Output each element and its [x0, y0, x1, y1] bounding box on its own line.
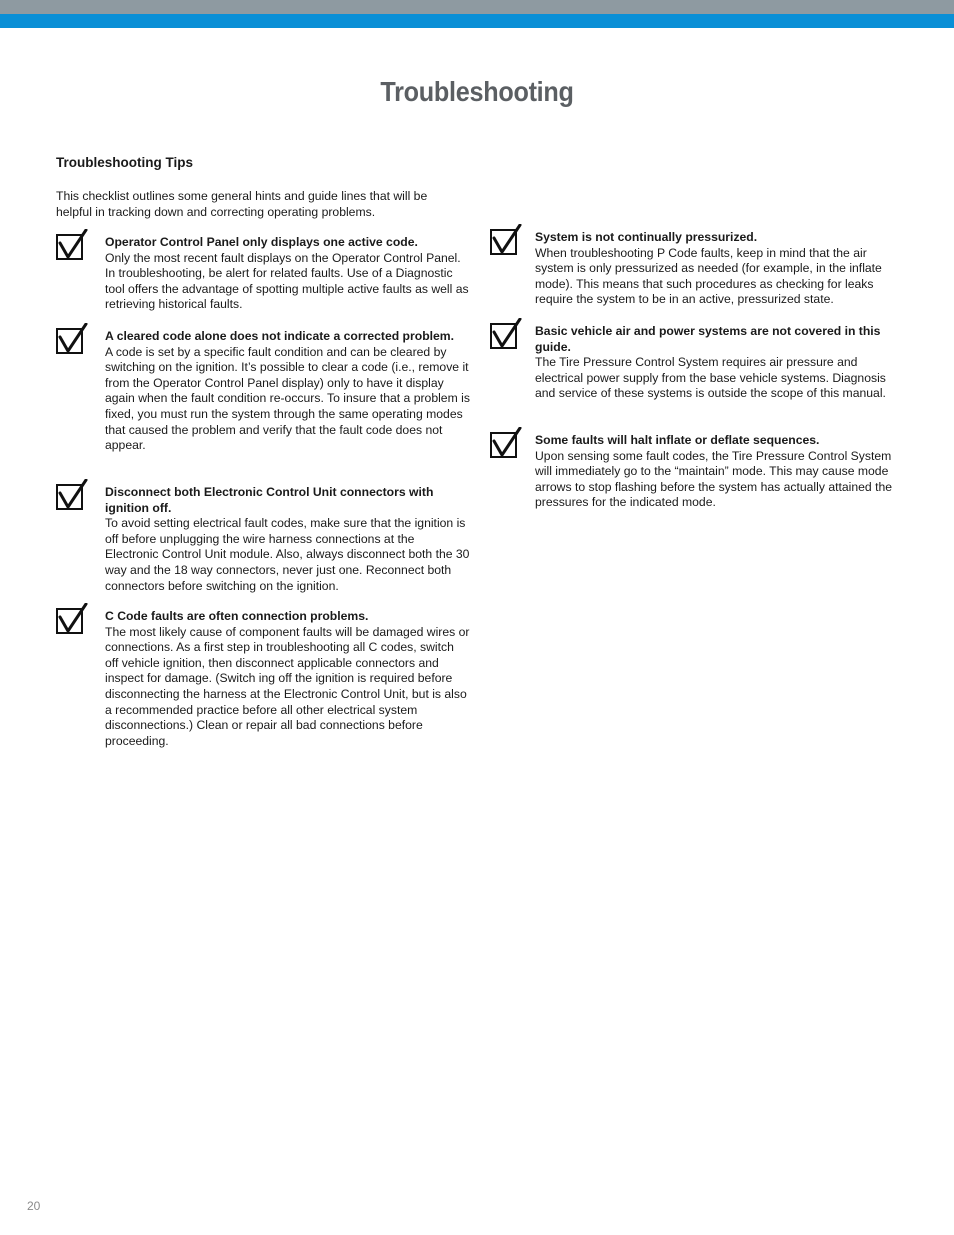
- tip-body: The most likely cause of component faults will be damaged wires or connections. As a first step in troubleshooting all C codes, switch off vehicle ignition, then disconnect applicable connectors and inspect for damage. (Switch ing off the ignition is required before disconnecting the harness at the Electronic Control Unit, but is also a recommended practice before all other electrical system disconnections.) Clean or repair all bad connections before proceeding.: [105, 624, 470, 748]
- tip-body: To avoid setting electrical fault codes, make sure that the ignition is off before unplugging the wire harness connections at the Electronic Control Unit module. Also, always disconnect both the 30 way and the 18 way connectors, never just one. Reconnect both connectors before switching on the ignition.: [105, 516, 470, 593]
- page-title: Troubleshooting: [380, 76, 574, 107]
- checkbox-check-icon: [56, 323, 92, 361]
- page-number: 20: [27, 1199, 41, 1213]
- tip-body: Upon sensing some fault codes, the Tire Pressure Control System will immediately go to the “maintain” mode. This may cause mode arrows to stop flashing before the system has actually attained the pressures for the indicated mode.: [535, 448, 893, 510]
- checkbox-check-icon: [56, 479, 92, 517]
- tip-title: Basic vehicle air and power systems are not covered in this guide.: [535, 324, 881, 354]
- tip-body: The Tire Pressure Control System requires air pressure and electrical power supply from the base vehicle systems. Diagnosis and service of these systems is outside the scope of this manual.: [535, 355, 886, 401]
- tip-title: A cleared code alone does not indicate a corrected problem.: [105, 329, 455, 343]
- tip-title: Disconnect both Electronic Control Unit connectors with ignition off.: [105, 485, 434, 515]
- checkbox-check-icon: [56, 229, 92, 267]
- tip-title: C Code faults are often connection problems.: [105, 609, 369, 623]
- tip-body: A code is set by a specific fault condition and can be cleared by switching on the ignition. It’s possible to clear a code (i.e., remove it from the Operator Control Panel display) only to have it display again when the fault condition re-occurs. To insure that a problem is fixed, you must run the system through the same operating modes that caused the problem and verify that the fault code does not appear.: [105, 344, 470, 453]
- section-heading: Troubleshooting Tips: [56, 155, 193, 170]
- header-band-blue: [0, 14, 954, 28]
- tip-title: Operator Control Panel only displays one active code.: [105, 235, 418, 249]
- tip-title: System is not continually pressurized.: [535, 230, 758, 244]
- checkbox-check-icon: [490, 224, 526, 262]
- checkbox-check-icon: [490, 318, 526, 356]
- checkbox-check-icon: [56, 603, 92, 641]
- checkbox-check-icon: [490, 427, 526, 465]
- intro-paragraph: This checklist outlines some general hints and guide lines that will be helpful in tracking down and correcting operating problems.: [56, 189, 428, 219]
- tip-title: Some faults will halt inflate or deflate sequences.: [535, 433, 820, 447]
- tip-body: When troubleshooting P Code faults, keep in mind that the air system is only pressurized as needed (for example, in the inflate mode). This means that such procedures as checking for leaks require the system to be in an active, pressurized state.: [535, 245, 882, 307]
- tip-body: Only the most recent fault displays on the Operator Control Panel. In troubleshooting, be alert for related faults. Use of a Diagnostic tool offers the advantage of spotting multiple active faults as well as retrieving historical faults.: [105, 250, 469, 312]
- header-band-gray: [0, 0, 954, 14]
